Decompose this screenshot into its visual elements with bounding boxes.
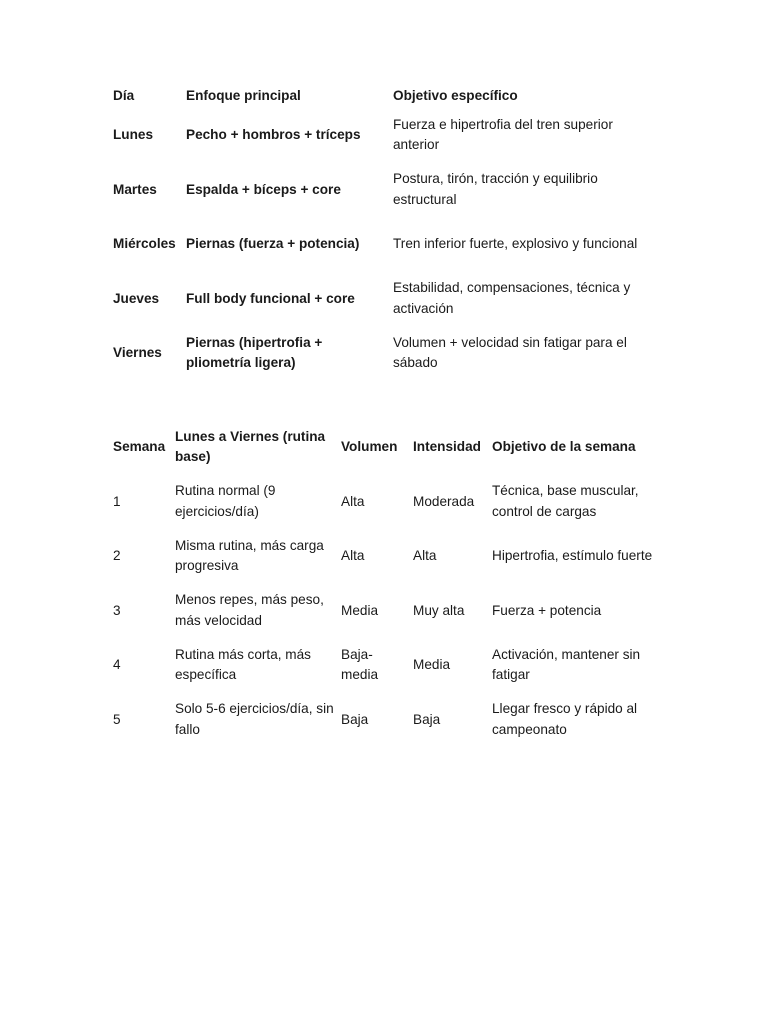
goal-cell: Fuerza e hipertrofia del tren superior anterior — [393, 116, 613, 153]
week-goal-cell: Técnica, base muscular, control de cargas — [492, 483, 639, 519]
table-row — [109, 693, 662, 748]
goal-cell: Estabilidad, compensaciones, técnica y activación — [393, 280, 631, 316]
week-goal-cell: Fuerza + potencia — [492, 602, 602, 618]
day-cell: Miércoles — [113, 236, 176, 251]
day-cell: Lunes — [113, 127, 154, 142]
routine-cell: Misma rutina, más carga progresiva — [175, 537, 324, 574]
focus-cell: Piernas (fuerza + potencia) — [186, 236, 360, 251]
goal-cell: Volumen + velocidad sin fatigar para el sábado — [393, 334, 627, 371]
header-focus: Enfoque principal — [186, 88, 301, 103]
routine-cell: Rutina más corta, más específica — [175, 646, 311, 683]
week-cell: 1 — [113, 493, 121, 509]
goal-cell: Postura, tirón, tracción y equilibrio estructural — [393, 171, 598, 207]
day-cell: Martes — [113, 181, 157, 197]
intensity-cell: Baja — [413, 711, 441, 727]
volume-cell: Baja — [341, 711, 369, 727]
header-goal: Objetivo específico — [393, 88, 518, 103]
volume-cell: Alta — [341, 548, 365, 563]
week-cell: 4 — [113, 657, 121, 672]
volume-cell: Alta — [341, 493, 365, 509]
week-goal-cell: Activación, mantener sin fatigar — [492, 646, 641, 683]
table-row — [109, 326, 657, 381]
week-goal-cell: Llegar fresco y rápido al campeonato — [492, 701, 638, 737]
intensity-cell: Muy alta — [413, 602, 465, 618]
intensity-cell: Moderada — [413, 493, 475, 509]
table-row — [109, 108, 657, 163]
routine-cell: Rutina normal (9 ejercicios/día) — [175, 483, 276, 519]
focus-cell: Espalda + bíceps + core — [186, 181, 341, 197]
intensity-cell: Media — [413, 657, 451, 672]
table-header-row — [109, 420, 662, 475]
table-row — [109, 272, 657, 327]
header-intensity: Intensidad — [413, 439, 481, 454]
header-week: Semana — [113, 439, 166, 454]
table-row — [109, 584, 662, 639]
header-week-goal: Objetivo de la semana — [492, 439, 636, 454]
week-goal-cell: Hipertrofia, estímulo fuerte — [492, 548, 653, 563]
table-row — [109, 475, 662, 530]
weekly-schedule-table — [109, 86, 657, 381]
focus-cell: Piernas (hipertrofia + pliometría ligera) — [186, 334, 323, 371]
day-cell: Viernes — [113, 345, 162, 360]
table-row — [109, 217, 657, 272]
intensity-cell: Alta — [413, 548, 437, 563]
table-row — [109, 529, 662, 584]
routine-cell: Menos repes, más peso, más velocidad — [175, 592, 324, 628]
volume-cell: Baja-media — [341, 646, 379, 683]
table-header-row — [109, 86, 657, 108]
table-row — [109, 163, 657, 218]
week-cell: 2 — [113, 548, 121, 563]
header-volume: Volumen — [341, 439, 398, 454]
weekly-progression-table — [109, 420, 662, 747]
routine-cell: Solo 5-6 ejercicios/día, sin fallo — [175, 701, 334, 737]
focus-cell: Full body funcional + core — [186, 290, 355, 306]
header-routine: Lunes a Viernes (rutina base) — [175, 428, 326, 465]
goal-cell: Tren inferior fuerte, explosivo y funcional — [393, 236, 638, 251]
day-cell: Jueves — [113, 290, 160, 306]
volume-cell: Media — [341, 602, 379, 618]
table-row — [109, 638, 662, 693]
week-cell: 5 — [113, 711, 121, 727]
focus-cell: Pecho + hombros + tríceps — [186, 127, 361, 142]
week-cell: 3 — [113, 602, 121, 618]
header-day: Día — [113, 88, 135, 103]
